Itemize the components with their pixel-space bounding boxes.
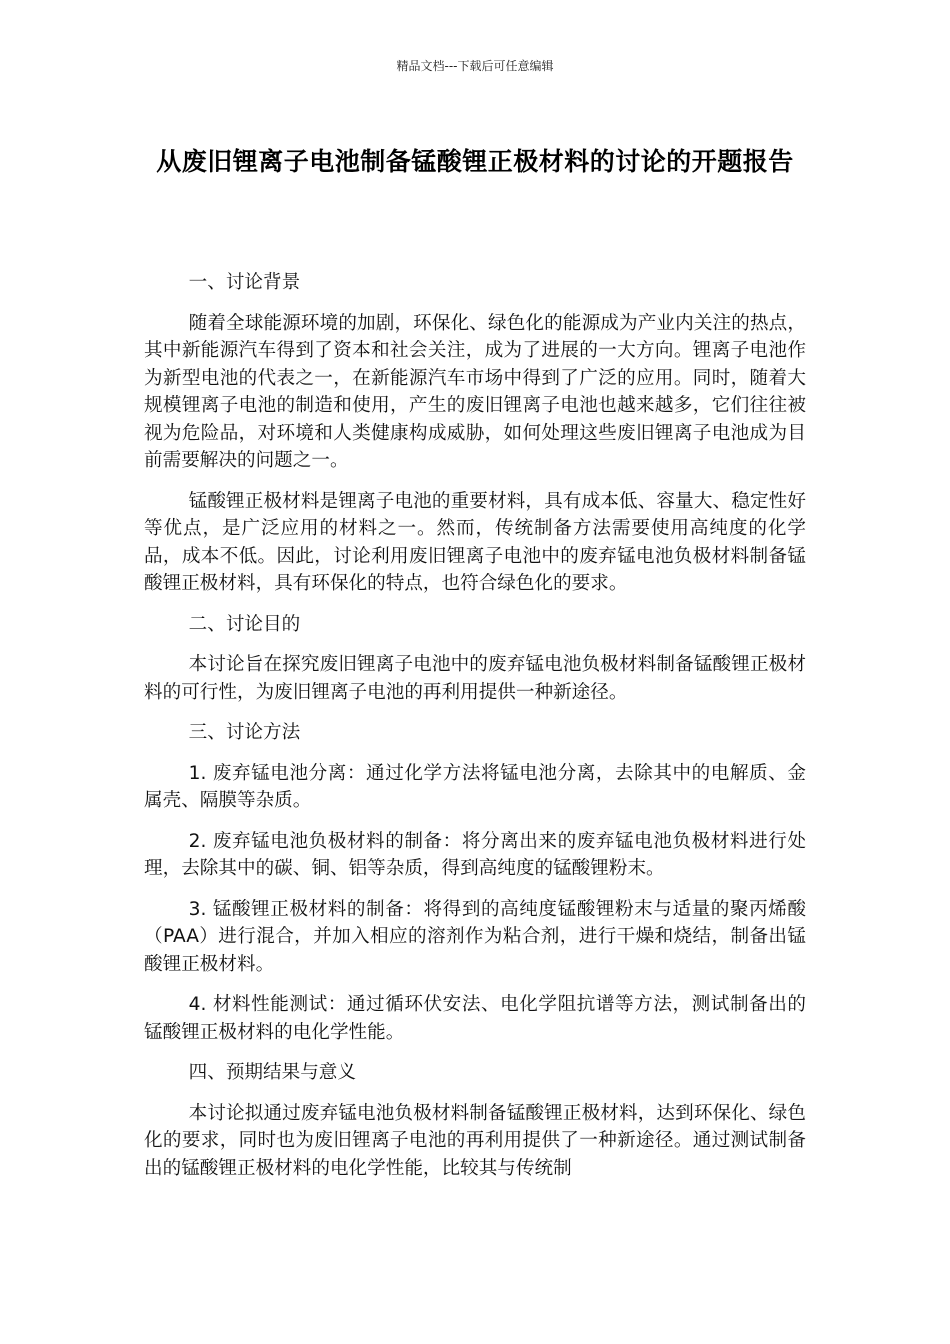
- paragraph-expected-results-1: 本讨论拟通过废弃锰电池负极材料制备锰酸锂正极材料，达到环保化、绿色化的要求，同时也为废旧锂离子电池的再利用提供了一种新途径。通过测试制备出的锰酸锂正极材料的电化学性能，比较其与传统制: [144, 1102, 806, 1179]
- method-step-1: 1. 废弃锰电池分离：通过化学方法将锰电池分离，去除其中的电解质、金属壳、隔膜等杂质。: [144, 762, 806, 811]
- header-note: 精品文档---下载后可任意编辑: [396, 59, 554, 73]
- section-heading-background: 一、讨论背景: [188, 272, 301, 293]
- section-heading-method: 三、讨论方法: [188, 722, 301, 743]
- paragraph-purpose-1: 本讨论旨在探究废旧锂离子电池中的废弃锰电池负极材料制备锰酸锂正极材料的可行性，为废旧锂离子电池的再利用提供一种新途径。: [144, 654, 806, 703]
- document-body: [144, 269, 806, 1195]
- document-title: 从废旧锂离子电池制备锰酸锂正极材料的讨论的开题报告: [156, 147, 794, 176]
- section-heading-expected-results: 四、预期结果与意义: [188, 1062, 356, 1083]
- method-step-2: 2. 废弃锰电池负极材料的制备：将分离出来的废弃锰电池负极材料进行处理，去除其中的碳、铜、铝等杂质，得到高纯度的锰酸锂粉末。: [144, 830, 806, 879]
- section-heading-purpose: 二、讨论目的: [188, 613, 301, 635]
- paragraph-background-2: 锰酸锂正极材料是锂离子电池的重要材料，具有成本低、容量大、稳定性好等优点，是广泛应用的材料之一。然而，传统制备方法需要使用高纯度的化学品，成本不低。因此，讨论利用废旧锂离子电池中的废弃锰电池负极材料制备锰酸锂正极材料，具有环保化的特点，也符合绿色化的要求。: [144, 490, 806, 594]
- paragraph-background-1: 随着全球能源环境的加剧，环保化、绿色化的能源成为产业内关注的热点，其中新能源汽车得到了资本和社会关注，成为了进展的一大方向。锂离子电池作为新型电池的代表之一，在新能源汽车市场中得到了广泛的应用。同时，随着大规模锂离子电池的制造和使用，产生的废旧锂离子电池也越来越多，它们往往被视为危险品，对环境和人类健康构成威胁，如何处理这些废旧锂离子电池成为目前需要解决的问题之一。: [144, 312, 806, 471]
- method-step-3: 3. 锰酸锂正极材料的制备：将得到的高纯度锰酸锂粉末与适量的聚丙烯酸（PAA）进行混合，并加入相应的溶剂作为粘合剂，进行干燥和烧结，制备出锰酸锂正极材料。: [144, 898, 806, 975]
- method-step-4: 4. 材料性能测试：通过循环伏安法、电化学阻抗谱等方法，测试制备出的锰酸锂正极材料的电化学性能。: [144, 994, 806, 1043]
